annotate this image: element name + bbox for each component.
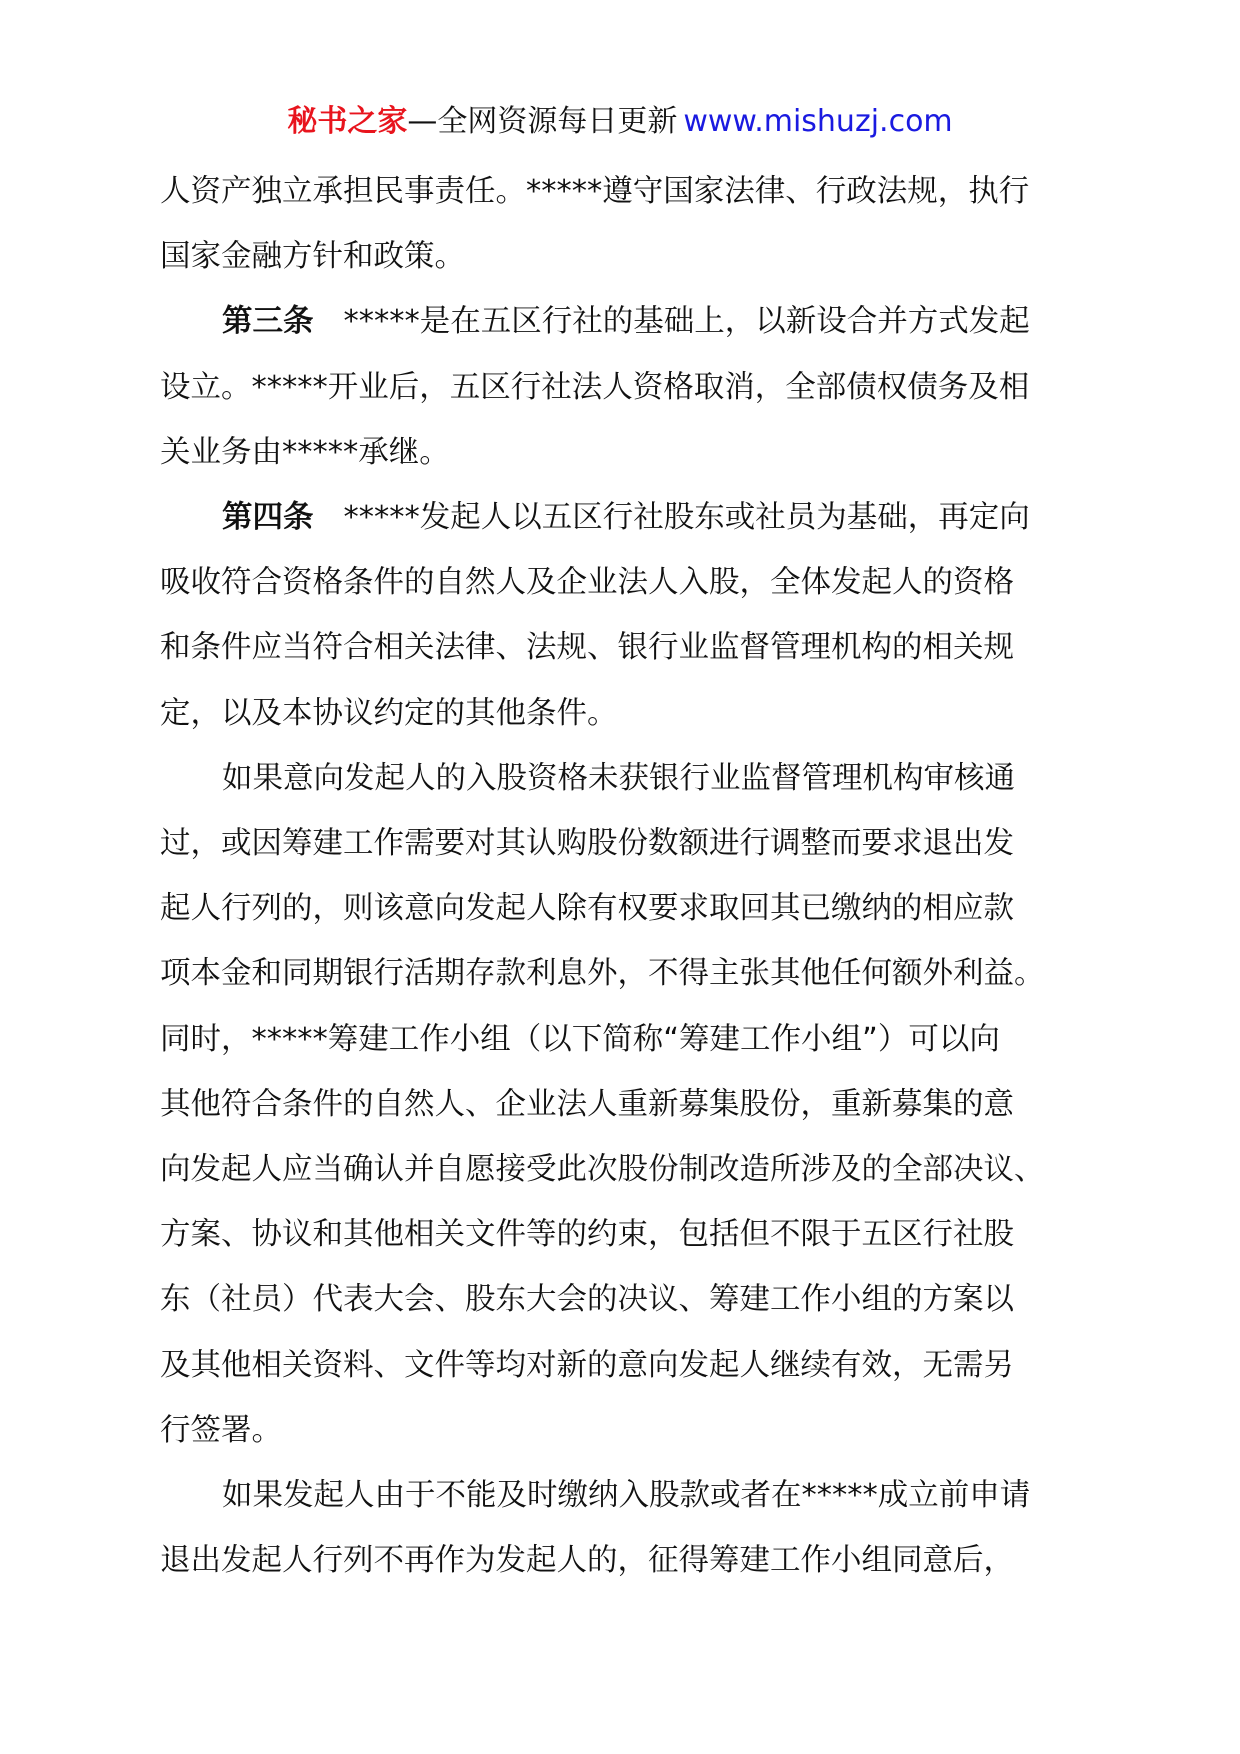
- text-line: 国家金融方针和政策。: [160, 239, 465, 275]
- text-line: 项本金和同期银行活期存款利息外，不得主张其他任何额外利益。: [160, 956, 1045, 992]
- article-label: 第三条: [222, 304, 314, 340]
- header-dash: —: [407, 104, 438, 139]
- site-header: [0, 102, 1240, 142]
- text-line: 吸收符合资格条件的自然人及企业法人入股，全体发起人的资格: [160, 565, 1014, 601]
- text-line: 行签署。: [160, 1412, 282, 1448]
- text-line: 过，或因筹建工作需要对其认购股份数额进行调整而要求退出发: [160, 826, 1014, 862]
- paragraph-start: 如果意向发起人的入股资格未获银行业监督管理机构审核通: [222, 760, 1015, 796]
- article-four: [160, 485, 1085, 550]
- text-line: 退出发起人行列不再作为发起人的，征得筹建工作小组同意后，: [160, 1543, 1014, 1579]
- text-line: 人资产独立承担民事责任。*****遵守国家法律、行政法规，执行: [160, 174, 1030, 209]
- text-line: 同时，*****筹建工作小组（以下简称“筹建工作小组”）可以向: [160, 1021, 1000, 1057]
- text-line: 东（社员）代表大会、股东大会的决议、筹建工作小组的方案以: [160, 1282, 1014, 1318]
- text-line: 方案、协议和其他相关文件等的约束，包括但不限于五区行社股: [160, 1217, 1014, 1253]
- article-label: 第四条: [222, 500, 314, 536]
- text-line: 向发起人应当确认并自愿接受此次股份制改造所涉及的全部决议、: [160, 1152, 1045, 1188]
- site-url-link[interactable]: www.mishuzj.com: [683, 104, 953, 139]
- text-line: 及其他相关资料、文件等均对新的意向发起人继续有效，无需另: [160, 1347, 1014, 1383]
- text-line: 关业务由*****承继。: [160, 434, 450, 470]
- header-tagline: 全网资源每日更新: [437, 104, 678, 139]
- text-line: 起人行列的，则该意向发起人除有权要求取回其已缴纳的相应款: [160, 891, 1014, 927]
- text-line: 其他符合条件的自然人、企业法人重新募集股份，重新募集的意: [160, 1086, 1014, 1122]
- brand-name: 秘书之家: [287, 104, 408, 139]
- text-line: 定，以及本协议约定的其他条件。: [160, 695, 618, 731]
- text-line: 和条件应当符合相关法律、法规、银行业监督管理机构的相关规: [160, 630, 1014, 666]
- document-body: [160, 159, 1085, 1593]
- text-line: 设立。*****开业后，五区行社法人资格取消，全部债权债务及相: [160, 369, 1030, 405]
- article-text: *****发起人以五区行社股东或社员为基础，再定向: [343, 500, 1030, 536]
- article-three: [160, 289, 1085, 354]
- paragraph-start: 如果发起人由于不能及时缴纳入股款或者在*****成立前申请: [222, 1478, 1031, 1514]
- article-text: *****是在五区行社的基础上，以新设合并方式发起: [343, 304, 1030, 340]
